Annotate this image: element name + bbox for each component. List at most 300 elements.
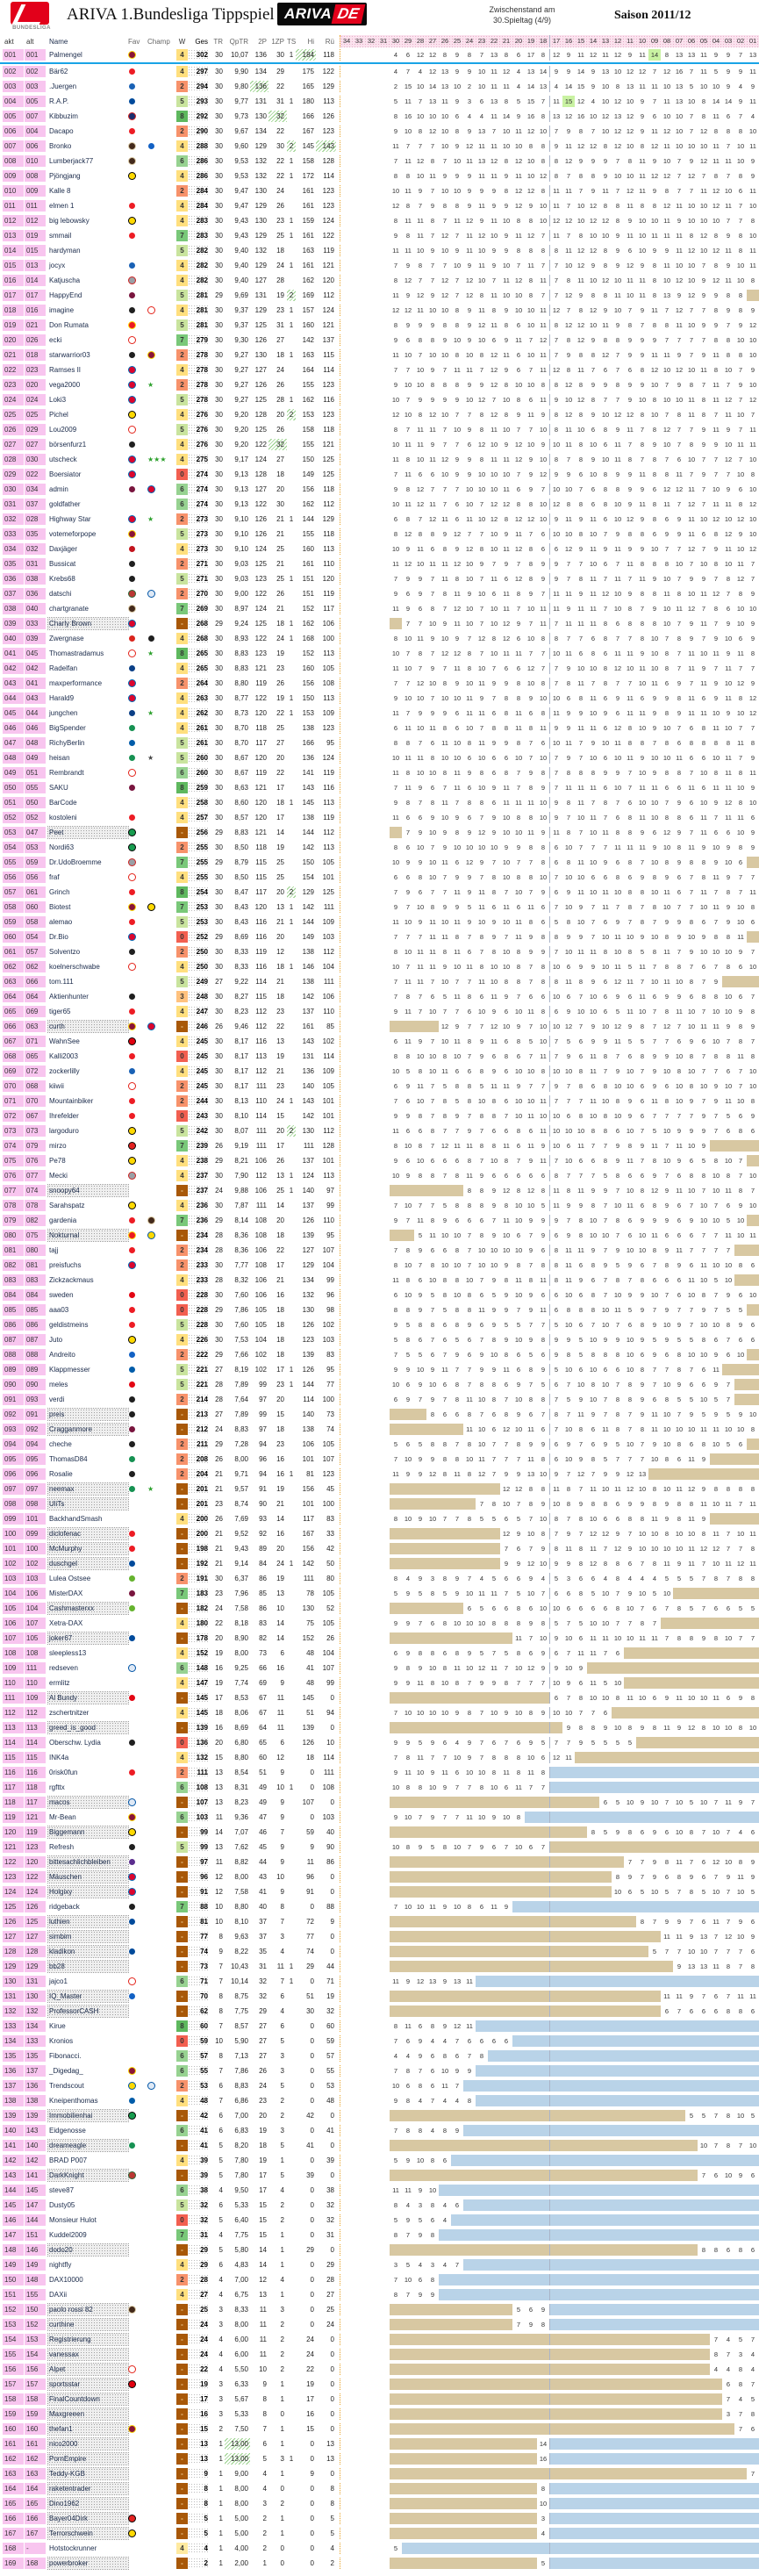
- matchday-cell: 9: [442, 396, 448, 404]
- matchday-cell: 8: [627, 620, 633, 628]
- matchday-cell: 11: [663, 888, 670, 896]
- matchday-cell: [402, 1424, 414, 1435]
- total-points: 286: [188, 170, 210, 182]
- matchday-cell: 10: [490, 1351, 498, 1359]
- matchday-cell: 10: [428, 679, 437, 687]
- total-points: 258: [188, 797, 210, 808]
- champ-pick-cell: [147, 1051, 176, 1062]
- matchday-cell: 6: [504, 1067, 509, 1075]
- matchday-cell: 8: [554, 426, 559, 434]
- team-crest-icon: [128, 530, 136, 538]
- points-per-round: 9,10: [234, 515, 248, 523]
- total-points: 283: [188, 230, 210, 241]
- bonus-point-hits: 16: [276, 1455, 284, 1463]
- matchday-cell: 8: [418, 1067, 423, 1075]
- matchday-cell: 8: [603, 470, 608, 478]
- points-per-round: 9,40: [234, 247, 248, 255]
- weekly-points: 6: [176, 767, 188, 779]
- matchday-cell: 7: [393, 679, 398, 687]
- fav-team-cell: [128, 1245, 147, 1256]
- matchday-cell: 8: [430, 903, 435, 911]
- matchday-cell: 13: [440, 83, 449, 90]
- matchday-cell: [353, 752, 365, 764]
- matchday-cell: 8: [603, 1157, 608, 1165]
- matchday-cell: 11: [651, 1425, 658, 1433]
- rounds-played: 30: [215, 530, 223, 538]
- team-crest-icon: [128, 1470, 136, 1478]
- matchday-cell: 7: [750, 1187, 755, 1195]
- fav-team-cell: [128, 379, 147, 391]
- matchday-cell: 12: [490, 381, 498, 389]
- matchday-cell: 9: [418, 1455, 423, 1463]
- matchday-cell: 3: [467, 97, 472, 105]
- rounds-played: 30: [215, 515, 223, 523]
- matchday-cell: [710, 1140, 722, 1152]
- matchday-cell: [414, 1409, 426, 1420]
- matchday-cell: 10: [416, 112, 425, 120]
- second-half-points: 112: [323, 829, 334, 836]
- matchday-results-strip: [340, 1215, 759, 1226]
- matchday-cell: [377, 1394, 390, 1405]
- rank-previous: 078: [25, 1200, 46, 1211]
- matchday-cell: 5: [393, 97, 398, 105]
- matchday-cell: 9: [491, 829, 497, 836]
- matchday-cell: 9: [566, 664, 571, 672]
- matchday-cell: 7: [689, 903, 694, 911]
- two-point-hits: 112: [255, 1008, 267, 1015]
- matchday-cell: 8: [537, 379, 550, 391]
- player-name: Zickzackmaus: [49, 1276, 94, 1284]
- matchday-cell: 9: [640, 515, 645, 523]
- matchday-cell: 6: [405, 873, 411, 881]
- matchday-cell: 9: [750, 620, 755, 628]
- ts-count: 1: [289, 1097, 294, 1105]
- rank-previous: 077: [25, 1170, 46, 1181]
- matchday-cell: 8: [528, 560, 533, 568]
- matchday-cell: [353, 1394, 365, 1405]
- matchday-cell: 11: [700, 366, 707, 374]
- matchday-cell: 8: [516, 679, 521, 687]
- matchday-cell: 7: [528, 978, 533, 986]
- matchday-cell: [340, 767, 353, 779]
- matchday-cell: 7: [430, 978, 435, 986]
- matchday-cell: 6: [393, 1037, 398, 1045]
- matchday-cell: 5: [713, 1396, 719, 1403]
- matchday-cell: 9: [689, 1410, 694, 1418]
- matchday-cell: [734, 1140, 747, 1152]
- matchday-cell: 9: [640, 1396, 645, 1403]
- matchday-cell: 8: [713, 605, 719, 613]
- matchday-cell: 10: [626, 1067, 634, 1075]
- matchday-cell: 11: [627, 978, 634, 986]
- champ-pick-cell: [147, 767, 176, 779]
- matchday-cell: 10: [428, 873, 437, 881]
- rank-previous: 026: [25, 334, 46, 346]
- weekly-points: 4: [176, 364, 188, 376]
- matchday-cell: 7: [528, 1082, 533, 1090]
- champ-crest-icon: [147, 903, 155, 911]
- matchday-cell: 7: [689, 68, 694, 75]
- matchday-cell: 7: [479, 948, 484, 956]
- matchday-cell: 10: [453, 754, 462, 762]
- second-half-points: 97: [326, 1187, 334, 1195]
- matchday-cell: [353, 1334, 365, 1345]
- matchday-cell: 7: [689, 1321, 694, 1329]
- matchday-cell: 7: [701, 545, 706, 553]
- matchday-cell: 10: [453, 1261, 462, 1269]
- matchday-cell: 9: [566, 605, 571, 613]
- matchday-cell: 8: [393, 217, 398, 225]
- matchday-cell: 10: [736, 605, 745, 613]
- matchday-cell: 8: [652, 873, 657, 881]
- matchday-cell: [340, 499, 353, 510]
- matchday-cell: 7: [603, 814, 608, 822]
- matchday-cell: 8: [689, 381, 694, 389]
- matchday-cell: 9: [537, 558, 550, 570]
- table-row: [0, 497, 759, 512]
- matchday-cell: [377, 1304, 390, 1316]
- points-per-round: 8,67: [234, 769, 248, 777]
- matchday-cell: 10: [440, 1231, 449, 1239]
- matchday-cell: [353, 96, 365, 107]
- matchday-cell: 12: [712, 515, 720, 523]
- player-name: Rosalie: [49, 1470, 73, 1478]
- matchday-cell: 9: [455, 97, 460, 105]
- matchday-cell: [377, 991, 390, 1002]
- matchday-cell: 6: [615, 858, 620, 866]
- matchday-cell: 9: [405, 321, 411, 329]
- column-header-row: [0, 35, 759, 47]
- fav-team-cell: [128, 886, 147, 898]
- total-points: 273: [188, 528, 210, 540]
- matchday-cell: 9: [405, 545, 411, 553]
- fav-team-cell: [128, 394, 147, 405]
- matchday-cell: 9: [554, 814, 559, 822]
- bonus-point-hits: 18: [276, 1306, 284, 1314]
- matchday-cell: 13: [490, 97, 498, 105]
- points-per-round: 9,77: [234, 97, 248, 105]
- rounds-played: 30: [215, 485, 223, 493]
- matchday-cell: 8: [726, 963, 731, 971]
- matchday-cell: 7: [615, 1187, 620, 1195]
- player-name: Ramses II: [49, 366, 82, 374]
- matchday-cell: 5: [442, 1306, 448, 1314]
- matchday-cell: 6: [405, 1157, 411, 1165]
- matchday-cell: 12: [453, 530, 462, 538]
- matchday-cell: 8: [578, 1216, 584, 1224]
- matchday-cell: [365, 319, 377, 331]
- matchday-cell: 11: [602, 829, 609, 836]
- matchday-cell: 12: [576, 336, 585, 344]
- matchday-cell: [365, 230, 377, 241]
- matchday-cell: 6: [516, 51, 521, 59]
- matchday-cell: 10: [626, 1082, 634, 1090]
- matchday-cell: [365, 1483, 377, 1495]
- matchday-cell: 11: [503, 1082, 510, 1090]
- matchday-cell: 6: [516, 1231, 521, 1239]
- points-per-round: 9,90: [234, 68, 248, 75]
- matchday-cell: 9: [750, 679, 755, 687]
- fav-team-cell: [128, 1215, 147, 1226]
- matchday-cell: 10: [748, 963, 757, 971]
- bonus-point-hits: 21: [276, 605, 284, 613]
- matchday-cell: 6: [701, 784, 706, 792]
- matchday-cell: 12: [564, 381, 573, 389]
- matchday-cell: 11: [663, 948, 670, 956]
- matchday-header-12: 12: [613, 37, 622, 45]
- matchday-cell: 9: [528, 485, 533, 493]
- first-half-points: 160: [302, 664, 314, 672]
- matchday-cell: 10: [440, 470, 449, 478]
- first-half-points: 150: [302, 858, 314, 866]
- matchday-cell: 6: [442, 1410, 448, 1418]
- matchday-cell: [353, 1155, 365, 1166]
- two-point-hits: 128: [254, 470, 267, 478]
- fav-team-cell: [128, 1095, 147, 1107]
- matchday-cell: 10: [502, 858, 511, 866]
- matchday-cell: 9: [504, 1261, 509, 1269]
- matchday-cell: 7: [738, 112, 743, 120]
- matchday-cell: 9: [652, 769, 657, 777]
- matchday-cell: 6: [467, 784, 472, 792]
- matchday-cell: 6: [554, 1291, 559, 1299]
- rounds-played: 30: [215, 172, 223, 180]
- matchday-cell: 11: [676, 470, 683, 478]
- matchday-cell: 7: [738, 202, 743, 210]
- matchday-cell: [365, 409, 377, 420]
- matchday-cell: 10: [650, 381, 659, 389]
- weekly-points: 8: [176, 111, 188, 122]
- matchday-cell: 9: [578, 1202, 584, 1209]
- matchday-cell: 11: [417, 1082, 424, 1090]
- matchday-cell: 11: [565, 142, 572, 150]
- matchday-cell: 5: [615, 1008, 620, 1015]
- matchday-cell: [377, 961, 390, 972]
- matchday-results-strip: [340, 842, 759, 853]
- table-row: [0, 571, 759, 586]
- matchday-cell: 8: [566, 679, 571, 687]
- rank-previous: 023: [25, 364, 46, 376]
- matchday-cell: 5: [479, 1082, 484, 1090]
- matchday-cell: 9: [750, 784, 755, 792]
- champ-pick-cell: [147, 454, 176, 465]
- ariva-logo-text: ARIVA: [284, 5, 333, 22]
- matchday-cell: 11: [725, 202, 732, 210]
- matchday-cell: 11: [590, 575, 597, 583]
- matchday-cell: 9: [701, 321, 706, 329]
- matchday-cell: [340, 961, 353, 972]
- rank-previous: 070: [25, 1095, 46, 1107]
- matchday-cell: 8: [537, 767, 550, 779]
- matchday-cell: 11: [651, 679, 658, 687]
- two-point-hits: 129: [254, 232, 267, 240]
- rounds-played: 30: [215, 351, 223, 359]
- matchday-cell: [340, 245, 353, 256]
- points-per-round: 8,14: [234, 1216, 248, 1224]
- matchday-cell: [390, 1230, 402, 1241]
- matchday-cell: 8: [627, 157, 633, 165]
- matchday-cell: 9: [615, 1142, 620, 1150]
- matchday-results-strip: [340, 1066, 759, 1077]
- bonus-point-hits: 13: [276, 903, 284, 911]
- matchday-cell: 7: [738, 1172, 743, 1180]
- matchday-cell: 8: [504, 1157, 509, 1165]
- matchday-cell: 10: [537, 1110, 550, 1122]
- fav-team-cell: [128, 1259, 147, 1271]
- matchday-results-strip: [340, 454, 759, 465]
- matchday-cell: 9: [578, 1276, 584, 1284]
- matchday-cell: [734, 1379, 747, 1390]
- matchday-cell: 7: [713, 1067, 719, 1075]
- points-per-round: 8,70: [234, 739, 248, 747]
- matchday-results-strip: [340, 319, 759, 331]
- bonus-point-hits: 29: [276, 68, 284, 75]
- matchday-cell: 10: [613, 754, 622, 762]
- matchday-cell: 8: [627, 829, 633, 836]
- matchday-cell: 11: [478, 888, 485, 896]
- matchday-cell: 11: [454, 769, 461, 777]
- matchday-cell: 12: [502, 68, 511, 75]
- first-half-points: 127: [302, 1246, 314, 1254]
- rank-previous: 036: [25, 588, 46, 599]
- matchday-cell: 9: [467, 306, 472, 314]
- player-name: HappyEnd: [49, 291, 82, 299]
- matchday-cell: 9: [652, 1172, 657, 1180]
- first-half-points: 161: [302, 202, 314, 210]
- matchday-cell: 11: [392, 1470, 399, 1478]
- matchday-cell: 9: [603, 381, 608, 389]
- rank-previous: 015: [25, 245, 46, 256]
- total-points: 260: [188, 767, 210, 779]
- matchday-cell: 7: [554, 948, 559, 956]
- matchday-cell: 10: [465, 1276, 474, 1284]
- matchday-cell: 11: [602, 321, 609, 329]
- player-name: smmail: [49, 232, 72, 240]
- bonus-point-hits: 22: [276, 83, 284, 90]
- matchday-cell: [439, 1424, 451, 1435]
- matchday-cell: [365, 394, 377, 405]
- matchday-cell: 11: [490, 172, 498, 180]
- matchday-cell: 8: [516, 963, 521, 971]
- rank-previous: 084: [25, 1289, 46, 1301]
- rank-previous: 092: [25, 1424, 46, 1435]
- matchday-cell: [340, 439, 353, 450]
- matchday-cell: [353, 1245, 365, 1256]
- first-half-points: 162: [302, 500, 314, 508]
- matchday-cell: 10: [514, 888, 523, 896]
- matchday-cell: 10: [736, 1216, 745, 1224]
- second-half-points: 116: [323, 784, 334, 792]
- player-name: votemeforpope: [49, 530, 97, 538]
- matchday-cell: 7: [677, 441, 682, 448]
- fav-team-cell: [128, 1110, 147, 1122]
- matchday-cell: [353, 692, 365, 704]
- matchday-cell: 8: [603, 1112, 608, 1120]
- matchday-cell: 10: [404, 411, 412, 419]
- weekly-points: 0: [176, 1051, 188, 1062]
- matchday-cell: 10: [428, 1052, 437, 1060]
- fav-team-cell: [128, 1051, 147, 1062]
- matchday-cell: 9: [615, 1246, 620, 1254]
- matchday-header-06: 06: [687, 37, 696, 45]
- matchday-cell: 12: [675, 485, 684, 493]
- matchday-cell: 7: [701, 336, 706, 344]
- rank-previous: 004: [25, 126, 46, 137]
- matchday-cell: 8: [750, 1425, 755, 1433]
- matchday-cell: 6: [516, 903, 521, 911]
- matchday-cell: 11: [737, 649, 744, 657]
- matchday-cell: 8: [591, 769, 596, 777]
- matchday-cell: 8: [664, 963, 669, 971]
- player-name: jungchen: [49, 709, 78, 717]
- matchday-cell: 7: [491, 1470, 497, 1478]
- matchday-cell: 7: [615, 799, 620, 807]
- matchday-cell: 10: [589, 1366, 598, 1374]
- rank-previous: 031: [25, 558, 46, 570]
- matchday-cell: 9: [537, 439, 550, 450]
- player-name: jocyx: [49, 262, 66, 269]
- team-crest-icon: [128, 485, 136, 493]
- matchday-results-strip: [340, 155, 759, 167]
- matchday-cell: 6: [627, 1172, 633, 1180]
- matchday-cell: 11: [725, 694, 732, 702]
- matchday-cell: 7: [652, 97, 657, 105]
- team-crest-icon: [128, 843, 136, 851]
- matchday-cell: 9: [442, 963, 448, 971]
- matchday-cell: 9: [750, 172, 755, 180]
- two-point-hits: 110: [255, 1097, 267, 1105]
- matchday-cell: 10: [514, 1246, 523, 1254]
- matchday-cell: 9: [566, 888, 571, 896]
- matchday-cell: 8: [627, 903, 633, 911]
- matchday-cell: 9: [418, 709, 423, 717]
- matchday-cell: 8: [528, 843, 533, 851]
- matchday-cell: 9: [627, 1112, 633, 1120]
- matchday-cell: 8: [504, 1202, 509, 1209]
- matchday-cell: [353, 916, 365, 928]
- matchday-cell: 9: [537, 782, 550, 793]
- matchday-cell: 10: [662, 441, 671, 448]
- matchday-cell: 12: [502, 500, 511, 508]
- ts-count: [287, 1155, 296, 1166]
- rank-previous: 005: [25, 96, 46, 107]
- matchday-cell: 9: [479, 560, 484, 568]
- matchday-cell: 11: [676, 1187, 683, 1195]
- matchday-cell: 8: [677, 694, 682, 702]
- second-half-points: 125: [322, 456, 334, 463]
- total-points: 265: [188, 663, 210, 674]
- matchday-cell: 9: [591, 68, 596, 75]
- champ-pick-cell: [147, 827, 176, 838]
- matchday-header-03: 03: [724, 37, 733, 45]
- matchday-cell: 8: [603, 202, 608, 210]
- matchday-cell: 10: [514, 829, 523, 836]
- total-points: 233: [188, 1259, 210, 1271]
- matchday-cell: 10: [440, 112, 449, 120]
- matchday-results-strip: [340, 1409, 759, 1420]
- matchday-cell: 7: [726, 1381, 731, 1388]
- matchday-cell: 7: [627, 918, 633, 926]
- matchday-cell: 8: [491, 635, 497, 642]
- matchday-cell: 5: [713, 1276, 719, 1284]
- matchday-cell: 7: [430, 1142, 435, 1150]
- matchday-cell: 11: [565, 1261, 572, 1269]
- rank-current: 048: [3, 752, 24, 764]
- matchday-cell: 6: [738, 1112, 743, 1120]
- matchday-cell: 12: [699, 127, 708, 135]
- points-per-round: 9,20: [234, 426, 248, 434]
- matchday-cell: 8: [726, 1172, 731, 1180]
